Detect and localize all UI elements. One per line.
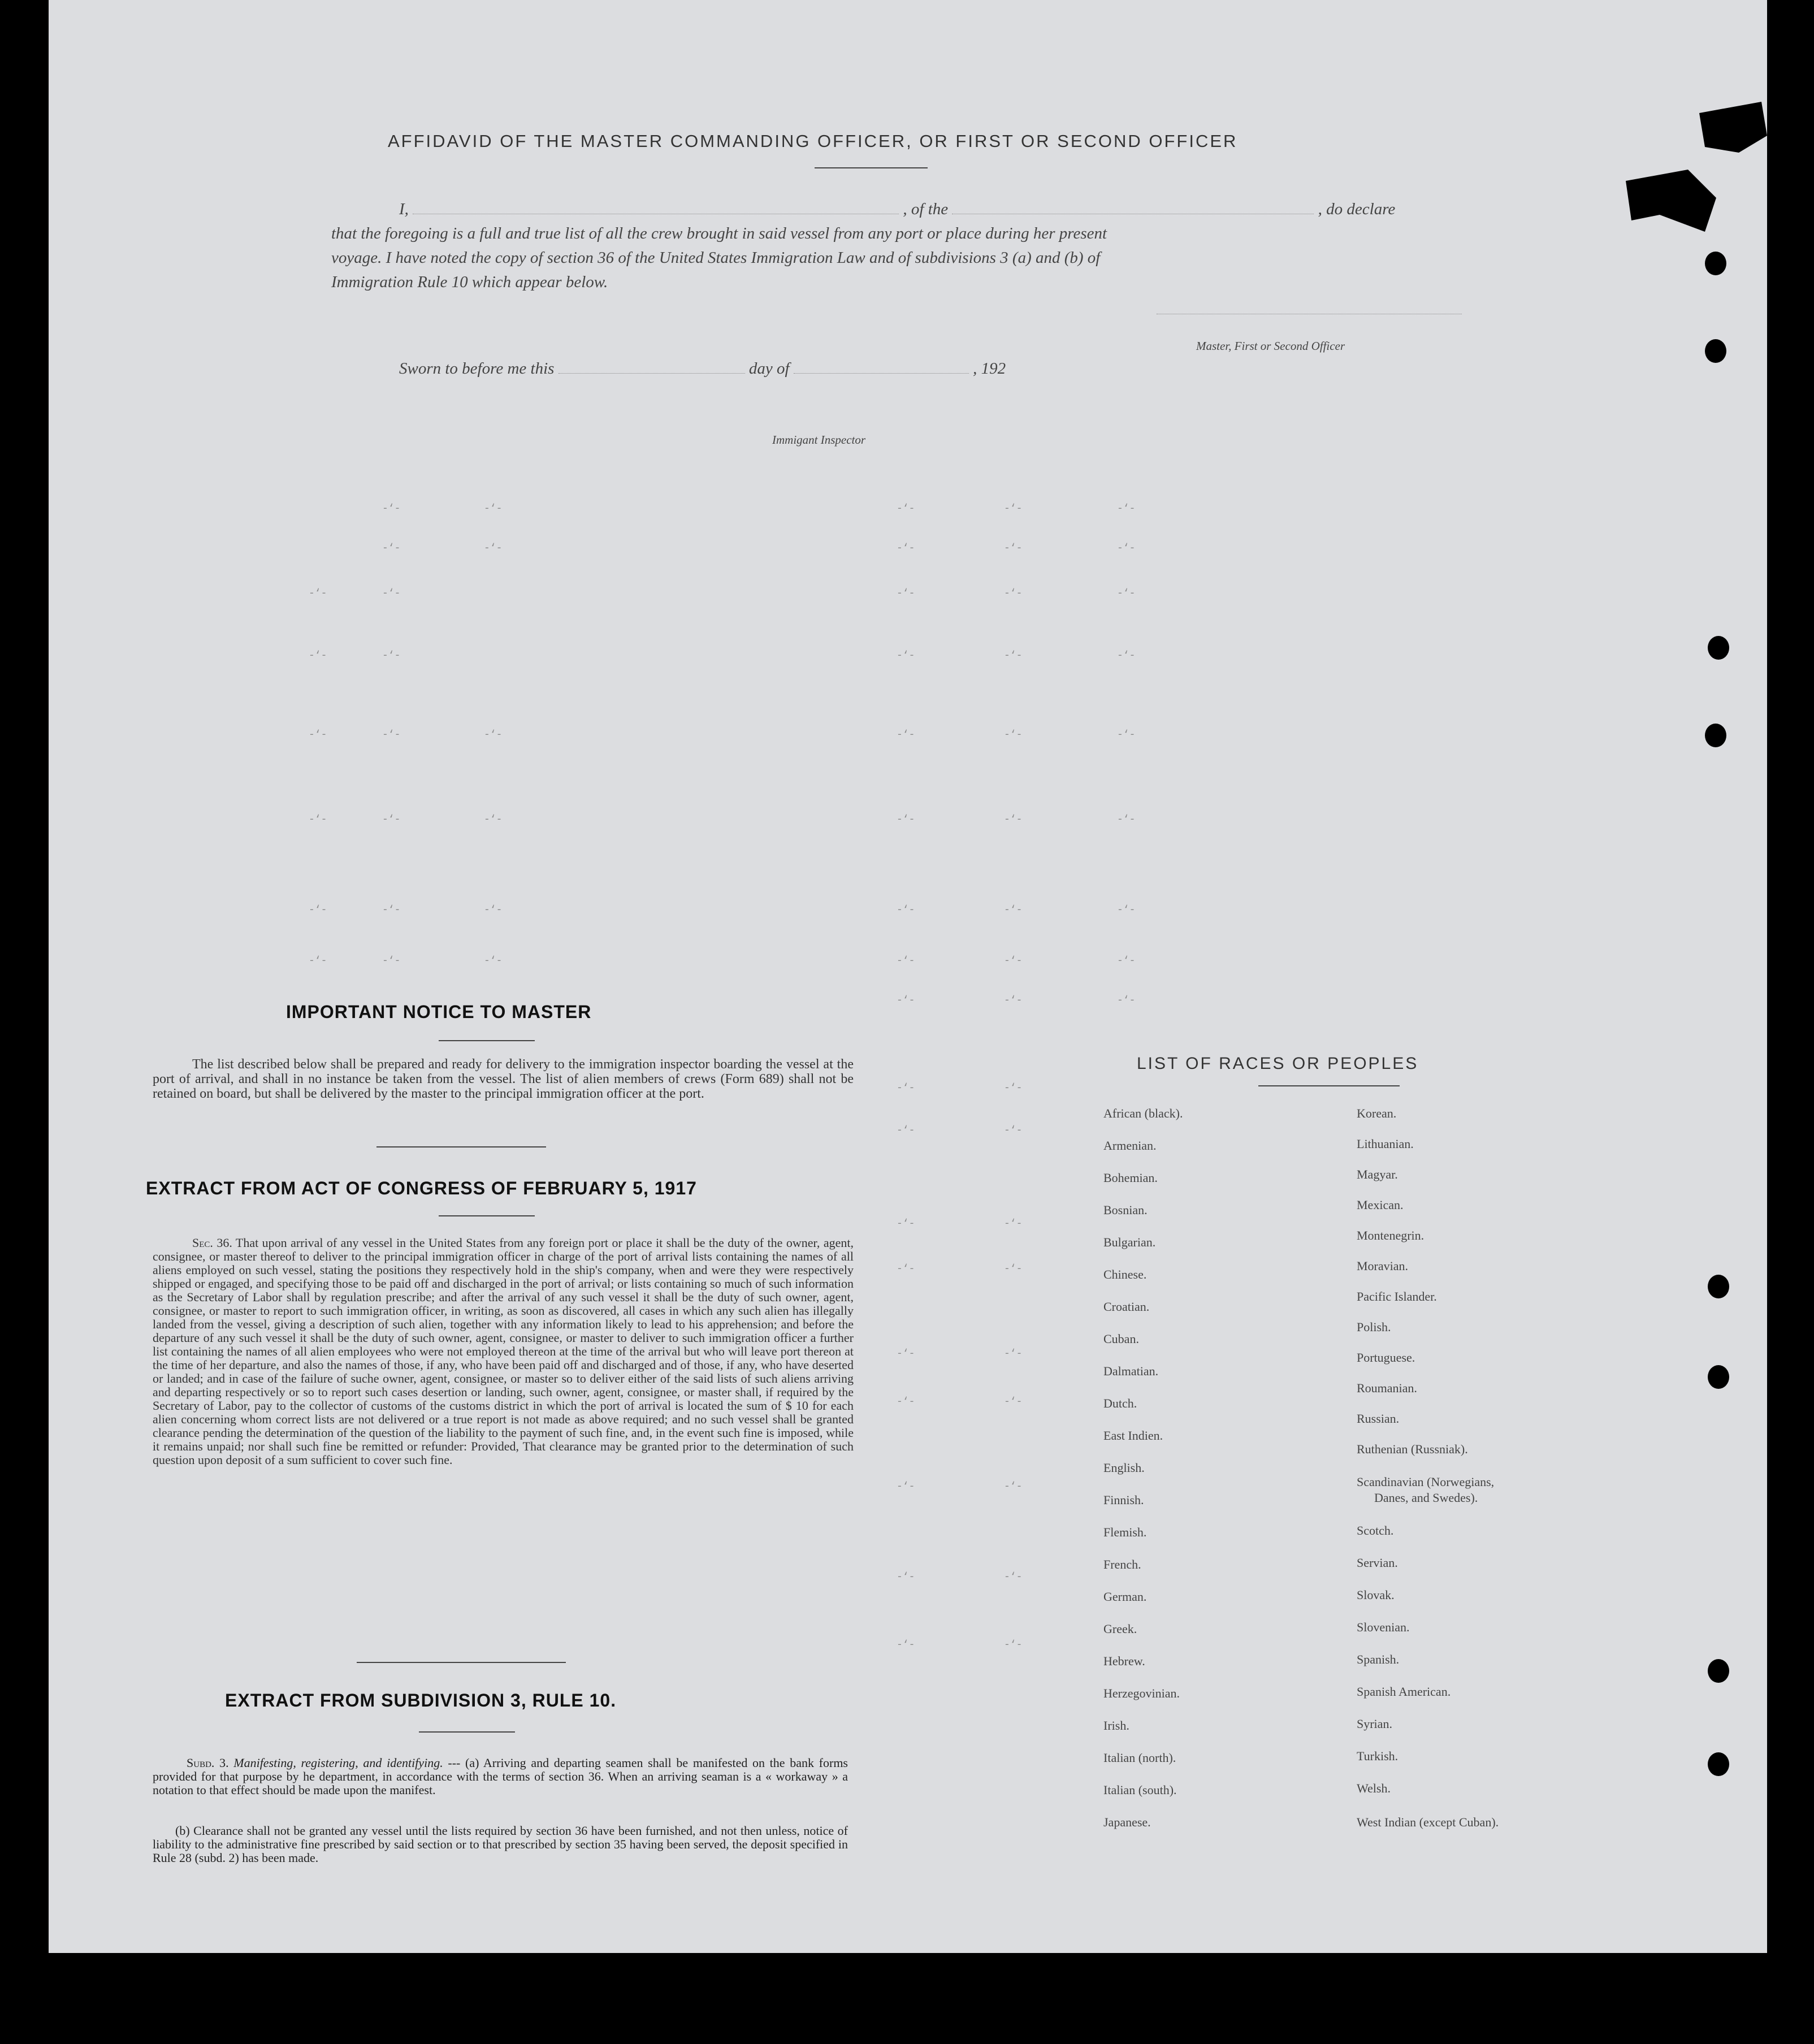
notice-rule <box>376 1146 546 1147</box>
rule-heading: EXTRACT FROM SUBDIVISION 3, RULE 10. <box>225 1690 617 1710</box>
race-left-item: Italian (north). <box>1103 1751 1176 1765</box>
rule-heading-rule <box>419 1731 515 1733</box>
race-right-item: Portuguese. <box>1357 1350 1415 1365</box>
rule-subd-label: Subd. 3. <box>187 1756 229 1770</box>
punch-hole <box>1705 724 1726 747</box>
race-right-item: Moravian. <box>1357 1259 1409 1273</box>
affidavit-line4: Immigration Rule 10 which appear below. <box>331 273 608 291</box>
rule-part-a-text: --- (a) Arriving and departing seamen shall be manifested on the bank forms provided for that purpose by he department, in accordance with the terms of section 36. When an arriving seaman is a « workaway » a notation to that effect should be made upon the manifest. <box>153 1756 848 1797</box>
punch-hole <box>1705 252 1726 275</box>
race-right-item: Danes, and Swedes). <box>1374 1491 1478 1505</box>
race-left-item: Dutch. <box>1103 1396 1137 1410</box>
race-right-item: Mexican. <box>1357 1198 1404 1212</box>
sworn-month-field[interactable] <box>794 373 969 374</box>
race-right-item: Spanish American. <box>1357 1684 1451 1699</box>
race-left-item: Flemish. <box>1103 1525 1147 1539</box>
rule-subd-title: Manifesting, registering, and identifying. <box>233 1756 443 1770</box>
race-right-item: Lithuanian. <box>1357 1137 1414 1151</box>
race-left-item: Chinese. <box>1103 1267 1147 1281</box>
race-right-item: Spanish. <box>1357 1652 1400 1666</box>
race-right-item: Ruthenian (Russniak). <box>1357 1442 1468 1456</box>
race-left-item: Irish. <box>1103 1718 1129 1733</box>
race-right-item: Scotch. <box>1357 1523 1394 1538</box>
punch-hole <box>1708 1752 1729 1776</box>
race-left-item: African (black). <box>1103 1106 1183 1120</box>
affidavit-line2: that the foregoing is a full and true list of all the crew brought in said vessel from any port or place during her present <box>331 224 1107 242</box>
punch-hole <box>1708 636 1729 660</box>
race-right-item: Pacific Islander. <box>1357 1289 1437 1304</box>
race-right-item: Roumanian. <box>1357 1381 1417 1395</box>
form-sheet: AFFIDAVID OF THE MASTER COMMANDING OFFICER, OR FIRST OR SECOND OFFICER I, , of the , do declare that the foregoing is a full and true list of all the crew brought in said vessel from any port or place during her present voyage. I have noted the copy of section 36 of the United States Immigration Law and of subdivisions 3 (a) and (b) of Immigration Rule 10 which appear below. Master, First or Second Officer Sworn to before me this day of , 192 Immigant Inspector -‘- -‘- -‘- -‘- -‘- -‘- -‘- -‘- -‘- -‘- -‘- -‘- -‘- -‘- -‘- -‘- -‘- -‘- -‘- -‘- -‘- -‘- -‘- -‘- -‘- -‘- -‘- -‘- -‘- -‘- -‘- -‘- -‘- -‘- -‘- -‘- -‘- -‘- -‘- -‘- -‘- -‘- -‘- -‘- -‘- -‘- -‘- -‘- -‘- -‘- -‘- -‘- -‘- -‘- -‘- -‘- -‘- -‘- -‘- -‘- -‘- -‘- -‘- -‘- -‘- IMPORTANT NOTICE TO MASTER The list described below shall be prepared and ready for delivery to the immigration inspector boarding the vessel at the port of arrival, and shall in no instance be taken from the vessel. The list of alien members of crews (Form 689) shall not be retained on board, but shall be delivered by the master to the principal immigration officer at the port. EXTRACT FROM ACT OF CONGRESS OF FEBRUARY 5, 1917 Sec. 36. That upon arrival of any vessel in the United States from any foreign port or place it shall be the duty of the owner, agent, consignee, or master thereof to deliver to the principal immigration officer in charge of the port of arrival lists containing the names of all aliens employed on such vessel, stating the positions they respectively hold in the ship's company, when and were they were respectively shipped or engaged, and specifying those to be paid off and discharged in the port of arrival; or lists containing so much of such information as the Secretary of Labor shall by regulation prescribe; and after the arrival of any such vessel it shall be the duty of such owner, agent, consignee, or master to report to such immigration officer, in writing, as soon as discovered, all cases in which any such alien has illegally landed from the vessel, giving a description of such alien, together with any information likely to lead to his apprehension; and before the departure of any such vessel it shall be the duty of such owner, agent, consignee, or master to deliver to such immigration officer a further list containing the names of all alien employees who were not employed thereon at the time of the arrival but who will leave port thereon at the time of her departure, and also the names of those, if any, who have been paid off and discharged and of those, if any, who have deserted or landed; and in case of the failure of suche owner, agent, consignee, or master so to deliver either of the said lists of such aliens arriving and departing respectively or so to report such cases desertion or landing, such owner, agent, consignee, or master shall, if required by the Secretary of Labor, pay to the collector of customs of the customs district in which the port of arrival is located the sum of $ 10 for each alien concerning whom correct lists are not delivered or a true report is not made as above required; and no such vessel shall be granted clearance pending the determination of the question of the liability to the payment of such fine, and, in the event such fine is imposed, while it remains unpaid; nor shall such fine be remitted or refunder: Provided, That clearance may be granted prior to the determination of such question upon deposit of a sum sufficient to cover such fine. EXTRACT FROM SUBDIVISION 3, RULE 10. Subd. 3. Manifesting, registering, and identifying. --- (a) Arriving and departing seamen shall be manifested on the bank forms provided for that purpose by he department, in accordance with the terms of section 36. When an arriving seaman is a « workaway » a notation to that effect should be made upon the manifest. (b) Clearance shall not be granted any vessel until the lists required by section 36 have been furnished, and not then unless, notice of liability to the administrative fine prescribed by said section or to that prescribed by section 35 having been served, the deposit specified in Rule 28 (subd. 2) has been made. LIST OF RACES OR PEOPLES African (black). Armenian. Bohemian. Bosnian. Bulgarian. Chinese. Croatian. Cuban. Dalmatian. Dutch. East Indien. English. Finnish. Flemish. French. German. Greek. Hebrew. Herzegovinian. Irish. Italian (north). Italian (south). Japanese. Korean. Lithuanian. Magyar. Mexican. Montenegrin. Moravian. Pacific Islander. Polish. Portuguese. Roumanian. Russian. Ruthenian (Russniak). Scandinavian (Norwegians, Danes, and Swedes). Scotch. Servian. Slovak. Slovenian. Spanish. Spanish American. Syrian. Turkish. Welsh. West Indian (except Cuban). <box>49 0 1767 1953</box>
punch-hole <box>1705 339 1726 363</box>
race-left-item: Finnish. <box>1103 1493 1144 1507</box>
race-right-item: Montenegrin. <box>1357 1228 1425 1242</box>
sworn-day-field[interactable] <box>559 373 745 374</box>
race-right-item: Magyar. <box>1357 1167 1398 1181</box>
affidavit-line1 <box>399 200 1462 219</box>
race-left-item: Bulgarian. <box>1103 1235 1156 1249</box>
races-heading-rule <box>1258 1085 1400 1086</box>
affidavit-declare: , do declare <box>1318 200 1396 218</box>
sworn-text: Sworn to before me this <box>399 360 555 378</box>
race-left-item: Greek. <box>1103 1622 1137 1636</box>
race-right-item: Slovak. <box>1357 1588 1395 1602</box>
act-section-label: Sec. 36. <box>192 1236 232 1250</box>
race-right-item: Turkish. <box>1357 1749 1399 1763</box>
race-left-item: German. <box>1103 1590 1147 1604</box>
race-left-item: Bohemian. <box>1103 1171 1158 1185</box>
race-left-item: Croatian. <box>1103 1300 1150 1314</box>
race-right-item: Welsh. <box>1357 1781 1391 1795</box>
notice-heading-rule <box>439 1040 535 1041</box>
race-left-item: Herzegovinian. <box>1103 1686 1180 1700</box>
act-text <box>153 1236 854 1467</box>
race-right-item: Russian. <box>1357 1411 1400 1426</box>
sworn-line <box>399 360 1006 378</box>
year-text: , 192 <box>973 360 1006 378</box>
punch-hole <box>1708 1659 1729 1683</box>
race-right-item: Servian. <box>1357 1556 1398 1570</box>
race-left-item: Japanese. <box>1103 1815 1151 1829</box>
rule-part-b: (b) Clearance shall not be granted any vessel until the lists required by section 36 have been furnished, and not then unless, notice of liability to the administrative fine prescribed by said section or to that prescribed by section 35 having been served, the deposit specified in Rule 28 (subd. 2) has been made. <box>153 1824 848 1865</box>
race-left-item: Bosnian. <box>1103 1203 1148 1217</box>
torn-corner <box>1575 102 1767 249</box>
affidavit-i: I, <box>399 200 409 218</box>
rule-part-a <box>153 1756 848 1797</box>
race-left-item: French. <box>1103 1557 1141 1571</box>
inspector-caption: Immigant Inspector <box>772 433 866 447</box>
race-right-item: Korean. <box>1357 1106 1397 1120</box>
affidavit-line3: voyage. I have noted the copy of section 36 of the United States Immigration Law and of subdivisions 3 (a) and (b) of <box>331 249 1101 267</box>
race-left-item: Armenian. <box>1103 1138 1157 1153</box>
affidavit-heading-rule <box>815 167 928 168</box>
race-left-item: Hebrew. <box>1103 1654 1145 1668</box>
affidavit-heading: AFFIDAVID OF THE MASTER COMMANDING OFFICER, OR FIRST OR SECOND OFFICER <box>388 131 1238 151</box>
affidavit-of-the: , of the <box>903 200 949 218</box>
race-right-item: Polish. <box>1357 1320 1391 1334</box>
races-heading: LIST OF RACES OR PEOPLES <box>1137 1054 1419 1073</box>
notice-heading: IMPORTANT NOTICE TO MASTER <box>286 1002 592 1022</box>
act-body: That upon arrival of any vessel in the United States from any foreign port or place it shall be the duty of the owner, agent, consignee, or master thereof to deliver to the principal immigration officer in charge of the port of arrival lists containing the names of all aliens employed on such vessel, stating the positions they respectively hold in the ship's company, when and were they were respectively shipped or engaged, and specifying those to be paid off and discharged in the port of arrival; or lists containing so much of such information as the Secretary of Labor shall by regulation prescribe; and after the arrival of any such vessel it shall be the duty of such owner, agent, consignee, or master to report to such immigration officer, in writing, as soon as discovered, all cases in which any such alien has illegally landed from the vessel, giving a description of such alien, together with any information likely to lead to his apprehension; and before the departure of any such vessel it shall be the duty of such owner, agent, consignee, or master to deliver to such immigration officer a further list containing the names of all alien employees who were not employed thereon at the time of the arrival but who will leave port thereon at the time of her departure, and also the names of those, if any, who have been paid off and discharged and of those, if any, who have deserted or landed; and in case of the failure of suche owner, agent, consignee, or master so to deliver either of the said lists of such aliens arriving and departing respectively or so to report such cases desertion or landing, such owner, agent, consignee, or master shall, if required by the Secretary of Labor, pay to the collector of customs of the customs district in which the port of arrival is located the sum of $ 10 for each alien concerning whom correct lists are not delivered or a true report is not made as above required; and no such vessel shall be granted clearance pending the determination of the question of the liability to the payment of such fine, and, in the event such fine is imposed, while it remains unpaid; nor shall such fine be remitted or refunder: Provided, That clearance may be granted prior to the determination of such question upon deposit of a sum sufficient to cover such fine. <box>153 1236 854 1467</box>
race-right-item: Scandinavian (Norwegians, <box>1357 1475 1495 1489</box>
punch-hole <box>1708 1275 1729 1298</box>
act-rule <box>357 1662 566 1663</box>
race-left-item: East Indien. <box>1103 1428 1163 1443</box>
race-left-item: Italian (south). <box>1103 1783 1177 1797</box>
race-left-item: English. <box>1103 1461 1145 1475</box>
act-heading-rule <box>439 1215 535 1216</box>
race-left-item: Cuban. <box>1103 1332 1139 1346</box>
race-right-item: Slovenian. <box>1357 1620 1410 1634</box>
signature-caption: Master, First or Second Officer <box>1196 339 1345 353</box>
race-left-item: Dalmatian. <box>1103 1364 1159 1378</box>
notice-text: The list described below shall be prepared and ready for delivery to the immigration inspector boarding the vessel at the port of arrival, and shall in no instance be taken from the vessel. The list of alien members of crews (Form 689) shall not be retained on board, but shall be delivered by the master to the principal immigration officer at the port. <box>153 1057 854 1101</box>
race-right-item: West Indian (except Cuban). <box>1357 1815 1499 1829</box>
day-of-text: day of <box>748 360 790 378</box>
act-heading: EXTRACT FROM ACT OF CONGRESS OF FEBRUARY 5, 1917 <box>146 1178 697 1198</box>
race-right-item: Syrian. <box>1357 1717 1392 1731</box>
punch-hole <box>1708 1365 1729 1389</box>
